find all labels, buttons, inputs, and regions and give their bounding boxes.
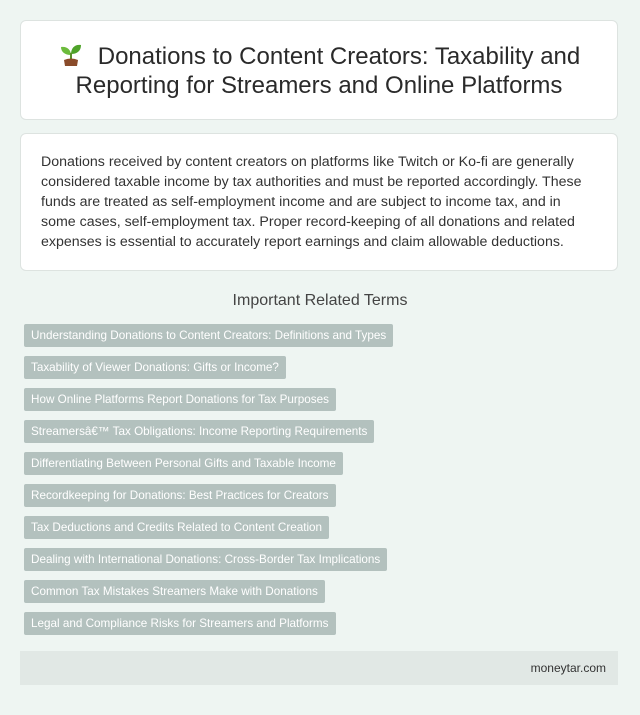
related-terms-heading: Important Related Terms [232,292,408,309]
related-term-tag[interactable]: How Online Platforms Report Donations for Tax Purposes [24,388,336,411]
page-title [41,41,597,100]
intro-card [20,133,618,271]
related-term-tag[interactable]: Legal and Compliance Risks for Streamers and Platforms [24,612,336,635]
related-term-tag[interactable]: Understanding Donations to Content Creators: Definitions and Types [24,324,393,347]
sprout-icon [58,41,84,67]
related-term-tag[interactable]: Common Tax Mistakes Streamers Make with Donations [24,580,325,603]
related-term-tag[interactable]: Tax Deductions and Credits Related to Content Creation [24,516,329,539]
title-card [20,20,618,120]
related-terms-list [24,324,624,644]
related-term-tag[interactable]: Taxability of Viewer Donations: Gifts or Income? [24,356,286,379]
related-term-tag[interactable]: Differentiating Between Personal Gifts and Taxable Income [24,452,343,475]
intro-text: Donations received by content creators on platforms like Twitch or Ko-fi are generally considered taxable income by tax authorities and must be reported accordingly. These funds are treated as self-employment income and are subject to income tax, and in some cases, self-employment tax. Proper record-keeping of all donations and related expenses is essential to accurately report earnings and claim allowable deductions. [41,154,582,250]
footer [20,651,618,685]
related-term-tag[interactable]: Recordkeeping for Donations: Best Practices for Creators [24,484,336,507]
footer-site-link[interactable]: moneytar.com [530,661,606,675]
related-term-tag[interactable]: Streamersâ€™ Tax Obligations: Income Reporting Requirements [24,420,374,443]
page-title-text: Donations to Content Creators: Taxability and Reporting for Streamers and Online Platforms [75,42,581,99]
related-term-tag[interactable]: Dealing with International Donations: Cross-Border Tax Implications [24,548,387,571]
